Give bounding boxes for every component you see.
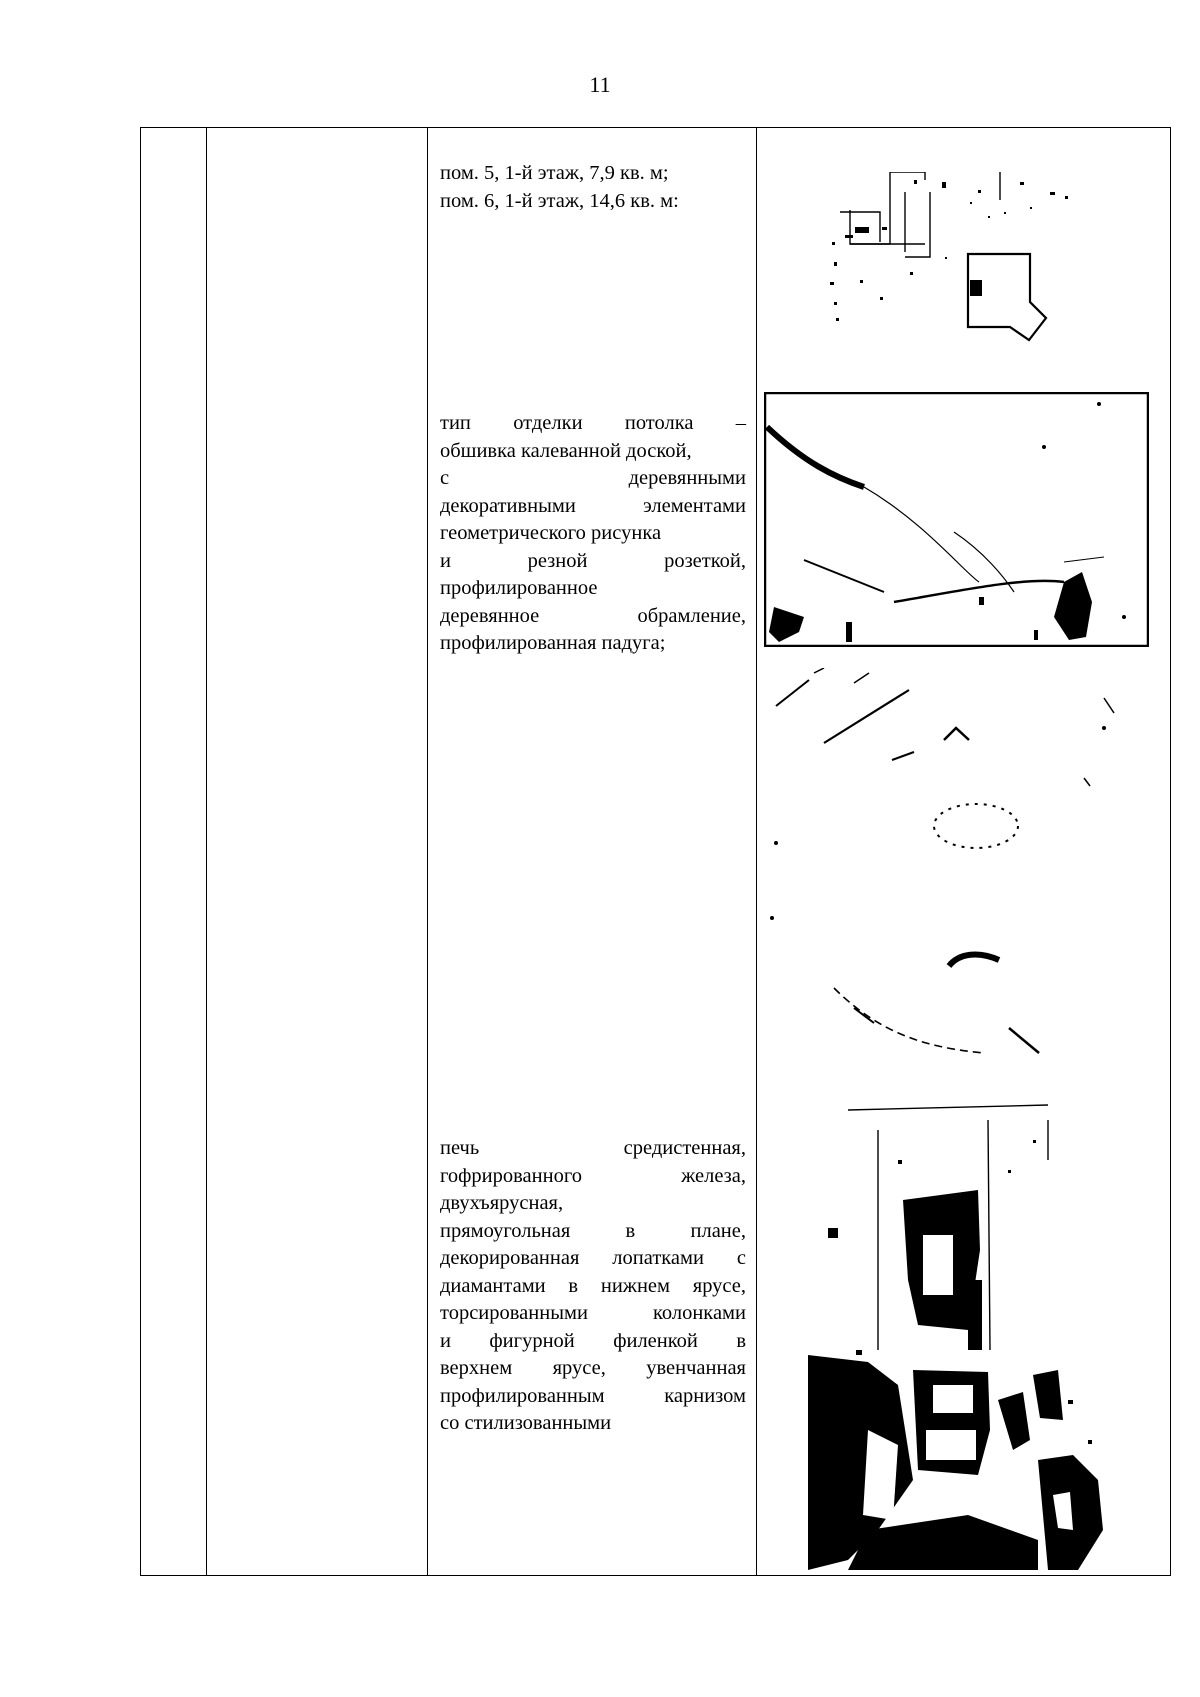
column-divider-1 [206,128,207,1575]
stove-line: декорированная лопатками с [440,1247,746,1269]
ceiling-line: декоративными элементами [440,494,746,517]
ceiling-text [440,410,746,658]
stove-text [440,1135,746,1438]
stove-photo [808,1100,1113,1570]
stove-line: верхнем ярусе, увенчанная [440,1357,746,1379]
stove-line: двухъярусная, [440,1192,564,1214]
stove-line: диамантами в нижнем ярусе, [440,1274,746,1297]
ceiling-line: и резной розеткой, [440,549,746,572]
ceiling-photo [764,392,1149,647]
rooms-text [440,160,746,215]
rooms-line: пом. 6, 1-й этаж, 14,6 кв. м: [440,189,679,212]
stove-line: со стилизованными [440,1412,612,1434]
ceiling-line: профилированная падуга; [440,632,666,654]
stove-line: торсированными колонками [440,1302,746,1324]
stove-line: гофрированного железа, [440,1164,746,1187]
column-divider-3 [756,128,757,1575]
rooms-line: пом. 5, 1-й этаж, 7,9 кв. м; [440,162,669,184]
ceiling-rosette-photo [764,668,1149,1088]
stove-line: печь средистенная, [440,1137,746,1159]
ceiling-line: с деревянными [440,467,746,489]
stove-line: профилированным карнизом [440,1384,746,1407]
ceiling-line: обшивка калеванной доской, [440,439,692,462]
ceiling-line: профилированное [440,577,598,599]
stove-line: и фигурной филенкой в [440,1329,746,1352]
ceiling-line: тип отделки потолка – [440,412,746,434]
floor-plan-image [820,172,1090,352]
ceiling-line: геометрического рисунка [440,522,662,544]
stove-line: прямоугольная в плане, [440,1219,746,1242]
column-divider-2 [427,128,428,1575]
ceiling-line: деревянное обрамление, [440,604,746,627]
page-number: 11 [589,72,611,97]
